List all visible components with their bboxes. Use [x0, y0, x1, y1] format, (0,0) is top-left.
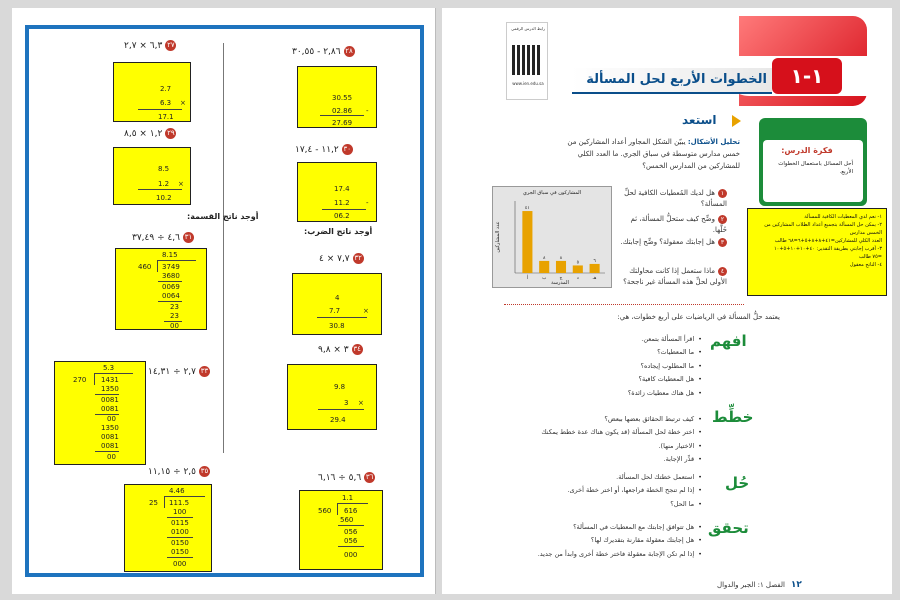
- problem-label: ٣٢٧,٧ × ٤: [319, 254, 362, 264]
- chart-tick-label: هـ: [592, 276, 597, 281]
- problem-label: ٣١٤,٦ ÷ ٣٧,٤٩: [132, 233, 193, 243]
- problem-label: ٢٧٦,٣ × ٢,٧: [124, 41, 175, 51]
- chart-tick-label: أ: [526, 276, 529, 281]
- chart-data-label: ٤١: [524, 206, 530, 212]
- step-list: • هل تتوافق إجابتك مع المعطيات في المسألة؟ • هل إجابتك معقولة مقارنة بتقديرك لها؟ • إذا لم تكن الإجابة معقولة فاختر خطة أخرى وابدأ من جديد.: [482, 521, 702, 561]
- problem-label: ٣٥٢,٥ ÷ ١١,١٥: [148, 467, 209, 477]
- chart-bar: [573, 265, 583, 273]
- quotient-heading: أوجد ناتج القسمة:: [187, 212, 259, 221]
- answer-box: 8.5 1.2 × 10.2: [113, 147, 191, 205]
- chart-bar: [539, 261, 549, 273]
- step-heading: افهم: [710, 332, 747, 350]
- lesson-number: ١-١: [772, 58, 842, 94]
- left-page: [12, 8, 436, 594]
- chart-bar: [556, 261, 566, 273]
- chart-tick-label: ج: [559, 276, 563, 281]
- answer-box: 1.1 560 616 560 056 056 000: [299, 490, 383, 570]
- chart-tick-label: د: [576, 276, 579, 281]
- problem-label: ٢٨٢,٨٦ - ٣٠,٥٥: [292, 47, 353, 57]
- handwritten-answer-note: ١- نعم لدي المعطيات الكافية للمسألة ٢- يمكن حل المسألة بتجميع أعداد الطلاب المشاركين من الخمس مدارس العدد الكلي للمشاركين=٤١+٨+٨+٥+٦=٦٨ طالب ٣- أقرب إجابتي بطريقة التقدير: ٤٠+١٠+١٠+٥+١٠ =٧٥ طالب ٤- الناتج معقول: [747, 208, 887, 296]
- step-list: • استعمل خطتك لحل المسألة. • إذا لم تنجح الخطة فراجعها، أو اختر خطة أخرى. • ما الحل؟: [502, 471, 702, 511]
- question-item: ٤ماذا ستعمل إذا كانت محاولتك الأولى لحلِّ هذه المسألة غير ناجحة؟: [623, 267, 727, 286]
- answer-box: 17.4 11.2 - 06.2: [297, 162, 377, 222]
- qr-caption: رابط الدرس الرقمي: [511, 26, 545, 31]
- chart-data-label: ٥: [576, 260, 580, 266]
- step-list: • كيف ترتبط الحقائق بعضها ببعض؟ • اختر خطة لحل المسألة (قد يكون هناك عدة خطط يمكنك • الاختيار منها). • قدِّر الإجابة.: [492, 413, 702, 467]
- answer-box: 2.7 6.3 × 17.1: [113, 62, 191, 122]
- chart-data-label: ٦: [593, 258, 596, 264]
- problem-label: ٢٩١,٢ × ٨,٥: [124, 129, 175, 139]
- chart-xlabel: المدرسة: [551, 280, 569, 286]
- ready-label: استعد: [682, 113, 717, 127]
- chart-svg: [493, 187, 611, 287]
- lesson-idea-title: فكرة الدرس:: [781, 146, 833, 155]
- column-divider: [223, 43, 224, 453]
- answer-box: 8.15 460 3749 3680 0069 0064 23 23 00: [115, 248, 207, 330]
- qr-code-icon[interactable]: [512, 45, 542, 75]
- chart-bar: [522, 211, 532, 273]
- answer-box: 4.46 25 111.5 100 0115 0100 0150 0150 000: [124, 484, 212, 572]
- answer-box: 9.8 3 × 29.4: [287, 364, 377, 430]
- lesson-idea-text: أحل المسائل باستعمال الخطوات الأربع.: [778, 161, 853, 175]
- chart-bar: [590, 264, 600, 273]
- chart-data-label: ٨: [559, 255, 563, 261]
- chart-title: المشاركون في سباق الجري: [522, 190, 582, 196]
- answer-box: 4 7.7 × 30.8: [292, 273, 382, 335]
- problem-label: ٣٦٥,٦ ÷ ٦,١٦: [318, 473, 374, 483]
- question-item: ٢وضِّح كيف ستحلُّ المسألة، ثم حُلَّها.: [630, 215, 727, 234]
- question-item: ١هل لديك المُعطيات الكافية لحلِّ المسألة؟: [624, 189, 727, 208]
- chart-ylabel: عدد المشاركين: [495, 221, 501, 253]
- chart-tick-label: ب: [542, 276, 547, 281]
- arrow-icon: [732, 115, 741, 127]
- problem-label: ٣٠١١,٢ - ١٧,٤: [295, 145, 351, 155]
- product-heading: أوجد ناتج الضرب:: [304, 227, 373, 236]
- qr-block[interactable]: [506, 22, 548, 100]
- question-item: ٣هل إجابتك معقولة؟ وضِّح إجابتك.: [617, 237, 727, 248]
- problem-label: ٣٤٣ × ٩,٨: [318, 345, 361, 355]
- step-heading: حُل: [725, 474, 750, 492]
- divider: [504, 304, 744, 305]
- step-heading: خطِّط: [712, 408, 754, 426]
- right-page: [442, 8, 892, 594]
- step-list: • اقرأ المسألة بتمعن. • ما المعطيات؟ • ما المطلوب إيجاده؟ • هل المعطيات كافية؟ • هل هناك معطيات زائدة؟: [502, 333, 702, 400]
- chart-data-label: ٨: [542, 255, 546, 261]
- step-heading: تحقق: [708, 519, 749, 537]
- intro-paragraph: تحليل الأشكال: يبيّن الشكل المجاور أعداد المشاركين من خمس مدارس متوسطة في سباق الجري. ما العدد الكلي للمشاركين من المدارس الخمس؟: [567, 138, 740, 170]
- answer-box: 5.3 270 1431 1350 0081 0081 00 1350 0081 0081 00: [54, 361, 146, 465]
- page-footer: ١٢الفصل ١: الجبر والدوال: [717, 580, 802, 590]
- answer-box: 30.55 02.86 - 27.69: [297, 66, 377, 128]
- lesson-title: الخطوات الأربع لحل المسألة: [586, 72, 767, 87]
- bar-chart: [492, 186, 612, 288]
- steps-intro: يعتمد حلُّ المسألة في الرياضيات على أربع خطوات، هي:: [617, 313, 780, 321]
- problem-label: ٣٣٢,٧ ÷ ١٤,٣١: [148, 367, 209, 377]
- qr-url: www.ien.edu.sa: [512, 81, 544, 86]
